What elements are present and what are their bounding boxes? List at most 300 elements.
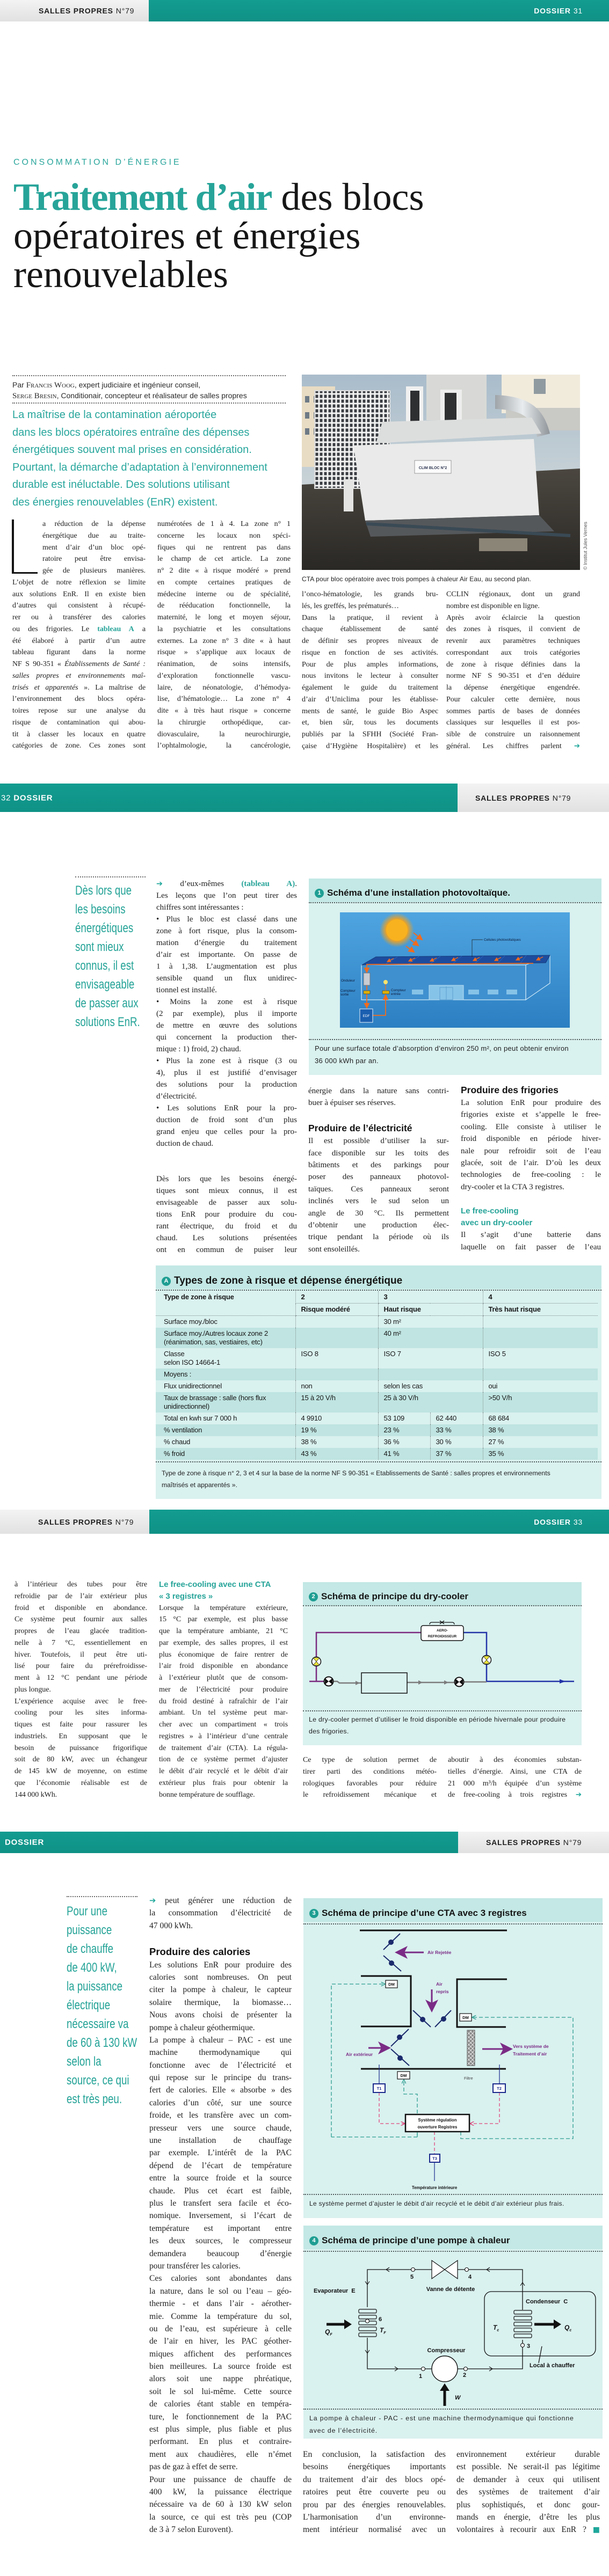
text-line: technologies de free-cooling : le <box>461 1170 601 1180</box>
meter-out <box>364 991 370 994</box>
two-way-valve-icon <box>324 1677 334 1686</box>
row-label <box>156 1392 295 1413</box>
section-heading: Produire de l’électricité <box>308 1123 412 1134</box>
text-line: le débit d’air recyclé et le débit d’air <box>159 1767 288 1775</box>
text-line: l’onco-hématologie, les grands bru- <box>302 590 438 598</box>
magazine-name: SALLES PROPRES <box>39 6 113 15</box>
cold-supply-pipe <box>463 1633 574 1681</box>
table-badge: A <box>162 1277 171 1286</box>
text-line: grand enjeu que celles pour la pro- <box>156 1128 297 1136</box>
text-line: pompe à chaleur géothermique. <box>149 2023 255 2032</box>
text-line: trisés et apparentés ». La maîtrise de <box>12 683 146 692</box>
expansion-valve <box>432 2260 458 2279</box>
text-line: froid et disponible en abondance. <box>15 1604 147 1612</box>
text-line: que l’économie réalisable est de <box>15 1779 147 1787</box>
caption-line: avec de l’électricité. <box>309 2427 378 2434</box>
text-line: la chirurgie orthopédique, car- <box>157 718 291 727</box>
text-line: poser des panneaux photovol- <box>308 1173 449 1182</box>
text-line: pas de gaz à effet de serre. <box>149 2462 238 2472</box>
text-line: chaud. Les solutions présentées <box>156 1234 297 1242</box>
row-label: Flux unidirectionnel <box>164 1382 222 1390</box>
text-line: publiés par la SFHH (Société Fran- <box>302 730 438 738</box>
text-line: dry-cooler et la CTA 3 registres. <box>461 1182 564 1191</box>
text-line: est plus simple, plus fiable et plus <box>149 2425 292 2434</box>
caption-line: Pour une surface totale d’absorption d’environ 250 m², on peut obtenir environ <box>315 1044 569 1052</box>
text-line: L’harmonisation d’un environne- <box>303 2512 446 2522</box>
text-line: nomique. Inversement, si l’écart de <box>149 2211 292 2221</box>
page-number: 31 <box>573 6 583 15</box>
paragraph-gap <box>308 1109 449 1121</box>
text-line: catégories de zone. Ces zones sont <box>12 742 146 750</box>
caption-line: 36 000 kWh par an. <box>315 1057 379 1065</box>
text-line: mie. Comme la température du sol, <box>149 2311 292 2321</box>
text-line: aboutir à des économies substan- <box>448 1756 582 1764</box>
table-reference: (tableau A) <box>241 880 295 888</box>
text-column <box>149 1894 292 2536</box>
indoor-temperature-label: Température intérieure <box>411 2185 458 2190</box>
text-line: face disponible sur les toits des <box>308 1148 449 1158</box>
text-line: réanimation, de soins intensifs, <box>157 660 291 668</box>
byline-divider <box>12 402 286 404</box>
text-line: L’expérience acquise avec le free- <box>15 1697 147 1706</box>
magazine-issue <box>475 794 571 802</box>
grid-box <box>360 1009 373 1022</box>
text-line: de free-cooling à trois registres ➔ <box>448 1791 582 1799</box>
text-line: L’objet de notre réflexion se limite <box>12 578 146 587</box>
meter-in-label: Compteur <box>391 989 406 992</box>
text-column <box>302 589 438 752</box>
two-way-valve-icon <box>455 1678 464 1687</box>
text-line: extérieur plus frais pour obtenir la <box>159 1779 288 1787</box>
text-line: • Moins la zone est à risque <box>156 998 297 1006</box>
evaporator-label: Evaporateur E <box>314 2288 356 2294</box>
subsection-heading: Le free-cooling avec une CTA <box>159 1580 271 1589</box>
text-line: la dépense énergétique engendrée. <box>446 684 580 692</box>
row-label-line: unidirectionnel) <box>164 1402 209 1410</box>
table-cell: >50 V/h <box>483 1392 598 1413</box>
text-line: Il s’agit d’une batterie dans <box>461 1231 601 1240</box>
section-page <box>534 6 583 15</box>
point-label: 4 <box>468 2274 472 2280</box>
subsection-heading: avec un dry-cooler <box>461 1218 533 1227</box>
conclusion-column <box>303 2448 446 2536</box>
text-line: buer à épuiser ses réserves. <box>308 1099 396 1108</box>
pull-quote-line: puissance <box>67 1923 112 1937</box>
text-line: norme NF S 90-351 et d’en déduire <box>446 672 580 680</box>
text-line: de l’air en hiver, les PAC géother- <box>149 2337 292 2346</box>
text-line: bâtiments et des parkings pour <box>308 1160 449 1169</box>
text-line: sommes partis de bases de données <box>446 707 580 715</box>
text-line: ments de santé, le guide Bio Aspec <box>302 707 438 715</box>
section-page <box>1 793 53 802</box>
text-line: laire, de néonatologie, d’hémodya- <box>157 683 291 692</box>
page-header <box>0 1832 609 1853</box>
text-line: de mettre en œuvre des solutions <box>156 1021 297 1030</box>
text-line: • Plus le bloc est classé dans une <box>156 915 297 924</box>
text-line: également le guide du traitement <box>302 684 438 692</box>
text-line: solaire thermique, la biomasse… <box>149 1997 292 2007</box>
figure-title <box>315 888 510 898</box>
text-line: des systèmes de traitement d’air <box>456 2487 600 2497</box>
pull-quote-line: la puissance <box>67 1979 123 1994</box>
author-role: , expert judiciaire et ingénieur conseil, <box>74 380 201 389</box>
pull-quote-line: de chauffe <box>67 1942 114 1956</box>
risk-level-header: Risque modéré <box>295 1304 378 1316</box>
text-line: froide, et les transfère avec un com- <box>149 2111 292 2120</box>
pull-quote-line: sont mieux <box>75 940 124 954</box>
table-cell: ISO 8 <box>295 1348 378 1368</box>
point-label: 3 <box>527 2343 531 2350</box>
caption-line: La pompe à chaleur - PAC - est une machine thermodynamique qui fonctionne <box>309 2414 574 2422</box>
work-label: W <box>455 2395 461 2401</box>
text-line: la psychiatrie et les consultations <box>157 625 291 633</box>
table-cell <box>295 1316 378 1328</box>
table-cell: 25 à 30 V/h <box>378 1392 483 1413</box>
figure-title-text: Schéma de principe du dry-cooler <box>321 1591 468 1601</box>
text-line: duction de chaud. <box>156 1139 214 1148</box>
text-line: lise, d’hématologie… La zone n° 4 <box>157 695 291 704</box>
text-line: risque de contamination qui abou- <box>12 718 146 727</box>
table-cell <box>378 1368 483 1380</box>
heat-pump-diagram <box>303 2226 603 2439</box>
text-line: 15 °C par exemple, est plus basse <box>159 1615 288 1624</box>
text-column <box>12 518 146 752</box>
text-line: toires repose sur une analyse du <box>12 707 146 715</box>
table-a-box <box>156 1265 601 1499</box>
unit-label: AERO- <box>437 1629 448 1633</box>
text-line: La solution EnR pour produire des <box>461 1099 601 1107</box>
text-line: de zone à risque définies dans la <box>446 660 580 669</box>
text-line: de calories étant stable en tempéra- <box>149 2399 292 2409</box>
text-line: plus le transfert sera facile et éco- <box>149 2198 292 2208</box>
controller-label: Système régulation <box>418 2118 457 2123</box>
article-kicker: CONSOMMATION D’ÉNERGIE <box>13 158 182 167</box>
text-line: NF S 90-351 « Établissements de Santé : <box>12 660 146 668</box>
text-line: 21 000 m³/h équipée d’un système <box>448 1779 582 1788</box>
text-line: ratoire peut être envisa- <box>42 555 146 564</box>
text-line: Après avoir éclaircie la question <box>446 613 580 622</box>
intro-line: Pourtant, la démarche d’adaptation à l’environnement <box>12 461 267 473</box>
table-cell <box>483 1328 598 1348</box>
text-line: fert de calories. Elle « absorbe » des <box>149 2085 292 2095</box>
section-name: DOSSIER <box>534 1517 571 1526</box>
text-line: ont en commun de puiser leur <box>156 1246 297 1254</box>
pull-quote-line: énergétiques <box>75 921 134 935</box>
table-cell: 30 m² <box>378 1316 483 1328</box>
symbol: Q <box>325 2328 330 2336</box>
text-line: Ces calories sont abondantes dans <box>149 2274 292 2284</box>
figure-divider <box>303 2194 603 2195</box>
figure-divider <box>309 902 601 903</box>
inverter-label: Onduleur <box>341 979 355 983</box>
footnote-line: maîtrisés et apparentés ». <box>162 1481 237 1489</box>
aero-cooler-unit <box>421 1621 463 1641</box>
text-line: ➔ peut générer une réduction de <box>149 1896 292 1905</box>
text-line: 144 000 kWh. <box>15 1790 57 1799</box>
text-line: général. Les chiffres parlent ➔ <box>446 742 580 750</box>
figure-number-badge: 2 <box>309 1592 318 1601</box>
text-line: alors soit une nappe phréatique, <box>149 2374 292 2384</box>
figure-number-badge: 4 <box>309 2236 318 2245</box>
damper-motor-label: DM <box>388 1982 395 1987</box>
magazine-issue <box>38 1518 134 1526</box>
text-line: ture, le fonctionnement de la PAC <box>149 2412 292 2421</box>
page-header <box>0 0 609 21</box>
row-label <box>156 1328 295 1348</box>
table-row <box>156 1392 598 1413</box>
text-column <box>461 1083 601 1253</box>
photo-sign <box>415 460 451 473</box>
sensor-t2: T2 <box>497 2086 502 2091</box>
issue-number: N°79 <box>115 1517 134 1526</box>
text-line: de 145 kW de moyenne, on estime <box>15 1767 147 1775</box>
text-line: risque » s’applique aux locaux de <box>157 648 291 657</box>
heat-out-label <box>564 2324 571 2332</box>
subscript: c <box>569 2329 572 2332</box>
controller-box <box>405 2114 469 2132</box>
text-line: tions EnR pour produire du cou- <box>156 1210 297 1219</box>
text-line: citer la pompe à chaleur, le capteur <box>149 1985 292 1995</box>
text-line: la source, ce qui est très peu (COP <box>149 2512 292 2522</box>
magazine-issue <box>39 6 134 15</box>
text-line: les deux sources, le compresseur <box>149 2236 292 2246</box>
caption-line: Le dry-cooler permet d’utiliser le froid disponible en période hivernale pour produire <box>309 1716 566 1723</box>
text-line: fonctionne avec de l’électricité et <box>149 2060 292 2070</box>
table-cell: 37 % <box>430 1448 483 1460</box>
row-label-line: (réanimation, sas, vestiaires, etc) <box>164 1338 263 1346</box>
table-row <box>156 1348 598 1368</box>
text-line: rant électrique, du froid et du <box>156 1222 297 1231</box>
text-line: laquelle on fait passer de l’eau <box>461 1242 601 1252</box>
article-intro <box>12 406 289 511</box>
text-line: soit de 80 kW, avec un échangeur <box>15 1755 147 1764</box>
text-line: CCLIN régionaux, dont un grand <box>446 590 580 598</box>
table-title-text: Types de zone à risque et dépense énergétique <box>174 1275 403 1286</box>
figure-caption <box>309 2412 574 2437</box>
text-line: besoins énergétiques importants <box>303 2462 446 2472</box>
section-name: DOSSIER <box>534 6 571 15</box>
table-row <box>156 1413 598 1424</box>
row-label-line: Taux de brassage : salle (hors flux <box>164 1394 266 1402</box>
table-cell <box>483 1316 598 1328</box>
text-line: du froid destiné à rafraîchir de l’air <box>159 1697 288 1706</box>
text-line: taïques. Ces panneaux seront <box>308 1184 449 1194</box>
text-line: externes. La zone n° 3 dite « à haut <box>157 636 291 645</box>
text-line: tit à classer les locaux en quatre <box>12 730 146 738</box>
text-line: la consommation d’électricité de <box>149 1908 292 1918</box>
text-line: cher avec un compartiment « trois <box>159 1721 288 1729</box>
section-page <box>534 1518 583 1526</box>
hot-temp-label <box>493 2324 499 2332</box>
meter-out-label: sortie <box>340 993 349 997</box>
magazine-name: SALLES PROPRES <box>38 1517 113 1526</box>
text-line: l’environnement des blocs opéra- <box>12 695 146 704</box>
text-line: chaude. Plus cet écart est faible, <box>149 2186 292 2196</box>
figure-caption <box>315 1042 569 1067</box>
article-photo <box>302 375 580 570</box>
table-cell: 4 9910 <box>295 1413 378 1424</box>
table-cell: 19 % <box>295 1424 378 1436</box>
table-cell <box>483 1368 598 1380</box>
text-line: ment à 12 °C pendant une période <box>15 1674 147 1682</box>
author-role: , Conditionair, concepteur et réalisateur de salles propres <box>56 391 247 400</box>
table-cell: 53 109 <box>378 1413 430 1424</box>
text-line: d’exploration fonctionnelle vascu- <box>157 671 291 680</box>
table-cell: 15 à 20 V/h <box>295 1392 378 1413</box>
photo-sign-label: CLIM BLOC N°2 <box>418 466 447 470</box>
page-header <box>0 1510 609 1534</box>
text-line: correspondant aux trois catégories <box>446 648 580 657</box>
intro-line: dans les blocs opératoires entraîne des dépenses <box>12 426 250 438</box>
text-line: tielles d’énergie. Ainsi, une CTA de <box>448 1767 582 1776</box>
footnote-line: Type de zone à risque n° 2, 3 et 4 sur la base de la norme NF S 90-351 « Etablissements de Santé : salles propres et environnements <box>162 1469 550 1477</box>
arrow-right-icon: ➔ <box>149 1896 156 1905</box>
condenser-label: Condenseur C <box>526 2299 568 2305</box>
table-cell <box>295 1368 378 1380</box>
table-cell: 38 % <box>483 1424 598 1436</box>
text-line: 400 kW, la puissance électrique <box>149 2487 292 2497</box>
figure-divider <box>303 2409 603 2410</box>
text-line: froid disponible en période hiver- <box>461 1135 601 1144</box>
text-line: prou par des énergies renouvelables. <box>303 2500 446 2509</box>
text-line: • Plus la zone est à risque (3 ou <box>156 1057 297 1065</box>
meter-in-label: entrée <box>391 992 401 996</box>
text-line: d’obtenir une production élec- <box>308 1220 449 1230</box>
arrow-right-icon: ➔ <box>156 880 163 888</box>
pull-quote-line: selon la <box>67 2054 102 2069</box>
text-line: ment d’air d’un bloc opé- <box>42 543 146 552</box>
text-line: Pour une puissance de chauffe de <box>149 2475 292 2484</box>
text-line: concerne les locaux non spéci- <box>157 531 291 540</box>
figure-cta-three-dampers <box>303 1898 603 2218</box>
text-line: plus sophistiqués, et donc gour- <box>456 2500 600 2509</box>
compressor-label: Compresseur <box>427 2347 466 2354</box>
header-teal-band <box>0 1832 458 1853</box>
figure-divider <box>303 1710 582 1711</box>
pull-quote-line: de 400 kW, <box>67 1960 117 1975</box>
table-title <box>162 1276 402 1286</box>
text-column <box>159 1579 288 1801</box>
point-label: 2 <box>463 2372 467 2379</box>
pull-quote-line: Pour une <box>67 1904 107 1919</box>
author-name: Serge Bresin <box>12 392 57 400</box>
text-line: la nature, dans le sol ou l’eau – géo- <box>149 2286 292 2296</box>
row-label <box>156 1348 295 1368</box>
text-line: sont ensoleillés. <box>308 1245 360 1254</box>
text-line: mer de l’électricité pour produire <box>159 1685 288 1694</box>
outdoor-air-label: Air extérieur <box>346 2052 373 2057</box>
pull-quote-line: connus, il est <box>75 958 134 973</box>
text-line: entre la source froide et la source <box>149 2174 292 2183</box>
text-line: de demander à ceux qui utilisent <box>456 2475 600 2484</box>
text-line: énergétique due au traite- <box>42 531 146 540</box>
text-line: propres de l’eau glacée tradition- <box>15 1627 147 1635</box>
text-line: tionnel est installé. <box>156 986 217 994</box>
risk-zone-table <box>156 1291 598 1460</box>
text-column <box>156 878 297 1256</box>
caption-line: des frigories. <box>309 1728 349 1735</box>
text-line: envisageable de passer aux solu- <box>156 1198 297 1207</box>
subsection-heading: Le free-cooling <box>461 1206 519 1216</box>
text-line: plus longue. <box>15 1685 51 1694</box>
row-label: % ventilation <box>156 1424 295 1436</box>
table-footnote <box>162 1467 550 1491</box>
text-line: nelle à 7 °C, essentiellement en <box>15 1638 147 1647</box>
title-line <box>13 175 424 218</box>
text-line: Pour de plus amples informations, <box>302 660 438 669</box>
paragraph-gap <box>156 1161 297 1173</box>
text-line: par exemple. L’intérêt de la PAC <box>149 2148 292 2158</box>
text-line: Les solutions EnR pour produire des <box>149 1960 292 1970</box>
text-line: à l’extérieur plutôt que de consom- <box>159 1674 288 1682</box>
text-line: lisé pour faire du prérefroidisse- <box>15 1662 147 1671</box>
meter-out-label: Compteur <box>340 989 356 993</box>
table-cell: ISO 7 <box>378 1348 483 1368</box>
text-line: Nous avons choisi de présenter la <box>149 2010 292 2020</box>
text-line: registres » à l’intérieur d’une centrale <box>159 1732 288 1740</box>
damper-motor-label: DM <box>462 2015 469 2020</box>
photovoltaic-diagram <box>340 912 570 1028</box>
text-line: frigories existe et s’appelle le free- <box>461 1110 601 1119</box>
text-line: bonne température de soufflage. <box>159 1790 255 1799</box>
text-line: chaque établissement de santé <box>302 625 438 634</box>
text-line: ➔ d’eux-mêmes (tableau A). <box>156 880 297 888</box>
italic-citation: trisés et apparentés <box>12 683 78 692</box>
text-line: cooling. Elle consiste à utiliser le <box>461 1122 601 1131</box>
symbol: T <box>380 2326 384 2334</box>
figure-caption: Le système permet d’ajuster le débit d’air recyclé et le débit d’air extérieur plus frais. <box>309 2200 564 2207</box>
byline-prefix: Par <box>12 380 26 389</box>
section-name: DOSSIER <box>5 1838 45 1847</box>
figure-divider <box>309 1039 601 1040</box>
condenser-coil <box>514 2310 532 2338</box>
text-column <box>308 1085 449 1255</box>
text-line: ratoires peut être couverte peu ou <box>303 2487 446 2497</box>
text-line: aux solutions EnR. Il en existe bien <box>12 590 146 598</box>
figure-number-badge: 3 <box>309 1909 318 1918</box>
figure-title-text: Schéma de principe d’une CTA avec 3 registres <box>322 1908 527 1918</box>
pull-quote-line: nécessaire va <box>67 2017 129 2031</box>
issue-number: N°79 <box>563 1838 582 1847</box>
row-label: Total en kwh sur 7 000 h <box>164 1414 237 1422</box>
title-line: renouvelables <box>13 253 228 296</box>
figure-title-text: Schéma de principe d’une pompe à chaleur <box>322 2235 510 2245</box>
table-reference: tableau A <box>97 625 134 633</box>
state-points <box>366 2268 525 2371</box>
text-line: et, bien sûr, tous les documents <box>302 719 438 727</box>
inverter <box>364 973 370 985</box>
text-line: tiques est faite pour rassurer les <box>15 1721 147 1729</box>
photo-credit: © Institut Jules Vernes <box>583 522 588 570</box>
table-cell: 33 % <box>430 1424 483 1436</box>
valve-label: Vanne de détente <box>426 2286 475 2293</box>
pull-quote-line: de 60 à 130 kW <box>67 2036 137 2050</box>
meter-in <box>382 991 389 994</box>
text-line: par exemple, des salles propres, il est <box>159 1638 288 1647</box>
text-line: presseur vers une source chaude, <box>149 2123 292 2133</box>
text-line: 47 000 kWh. <box>149 1921 193 1930</box>
compressor <box>432 2356 458 2382</box>
text-line: performant. En plus et contraire- <box>149 2437 292 2447</box>
figure-caption <box>309 1714 566 1737</box>
text-line: des zones à risques, il convient de <box>446 625 580 634</box>
text-line: est possible. Ne serait-il pas légitime <box>456 2462 600 2472</box>
page-header <box>0 784 609 812</box>
text-line: qui repose sur le principe du trans- <box>149 2073 292 2083</box>
text-line: tion de ce système permet d’ajuster <box>159 1755 288 1764</box>
table-cell: 30 % <box>430 1436 483 1448</box>
title-text: des blocs <box>281 175 424 218</box>
